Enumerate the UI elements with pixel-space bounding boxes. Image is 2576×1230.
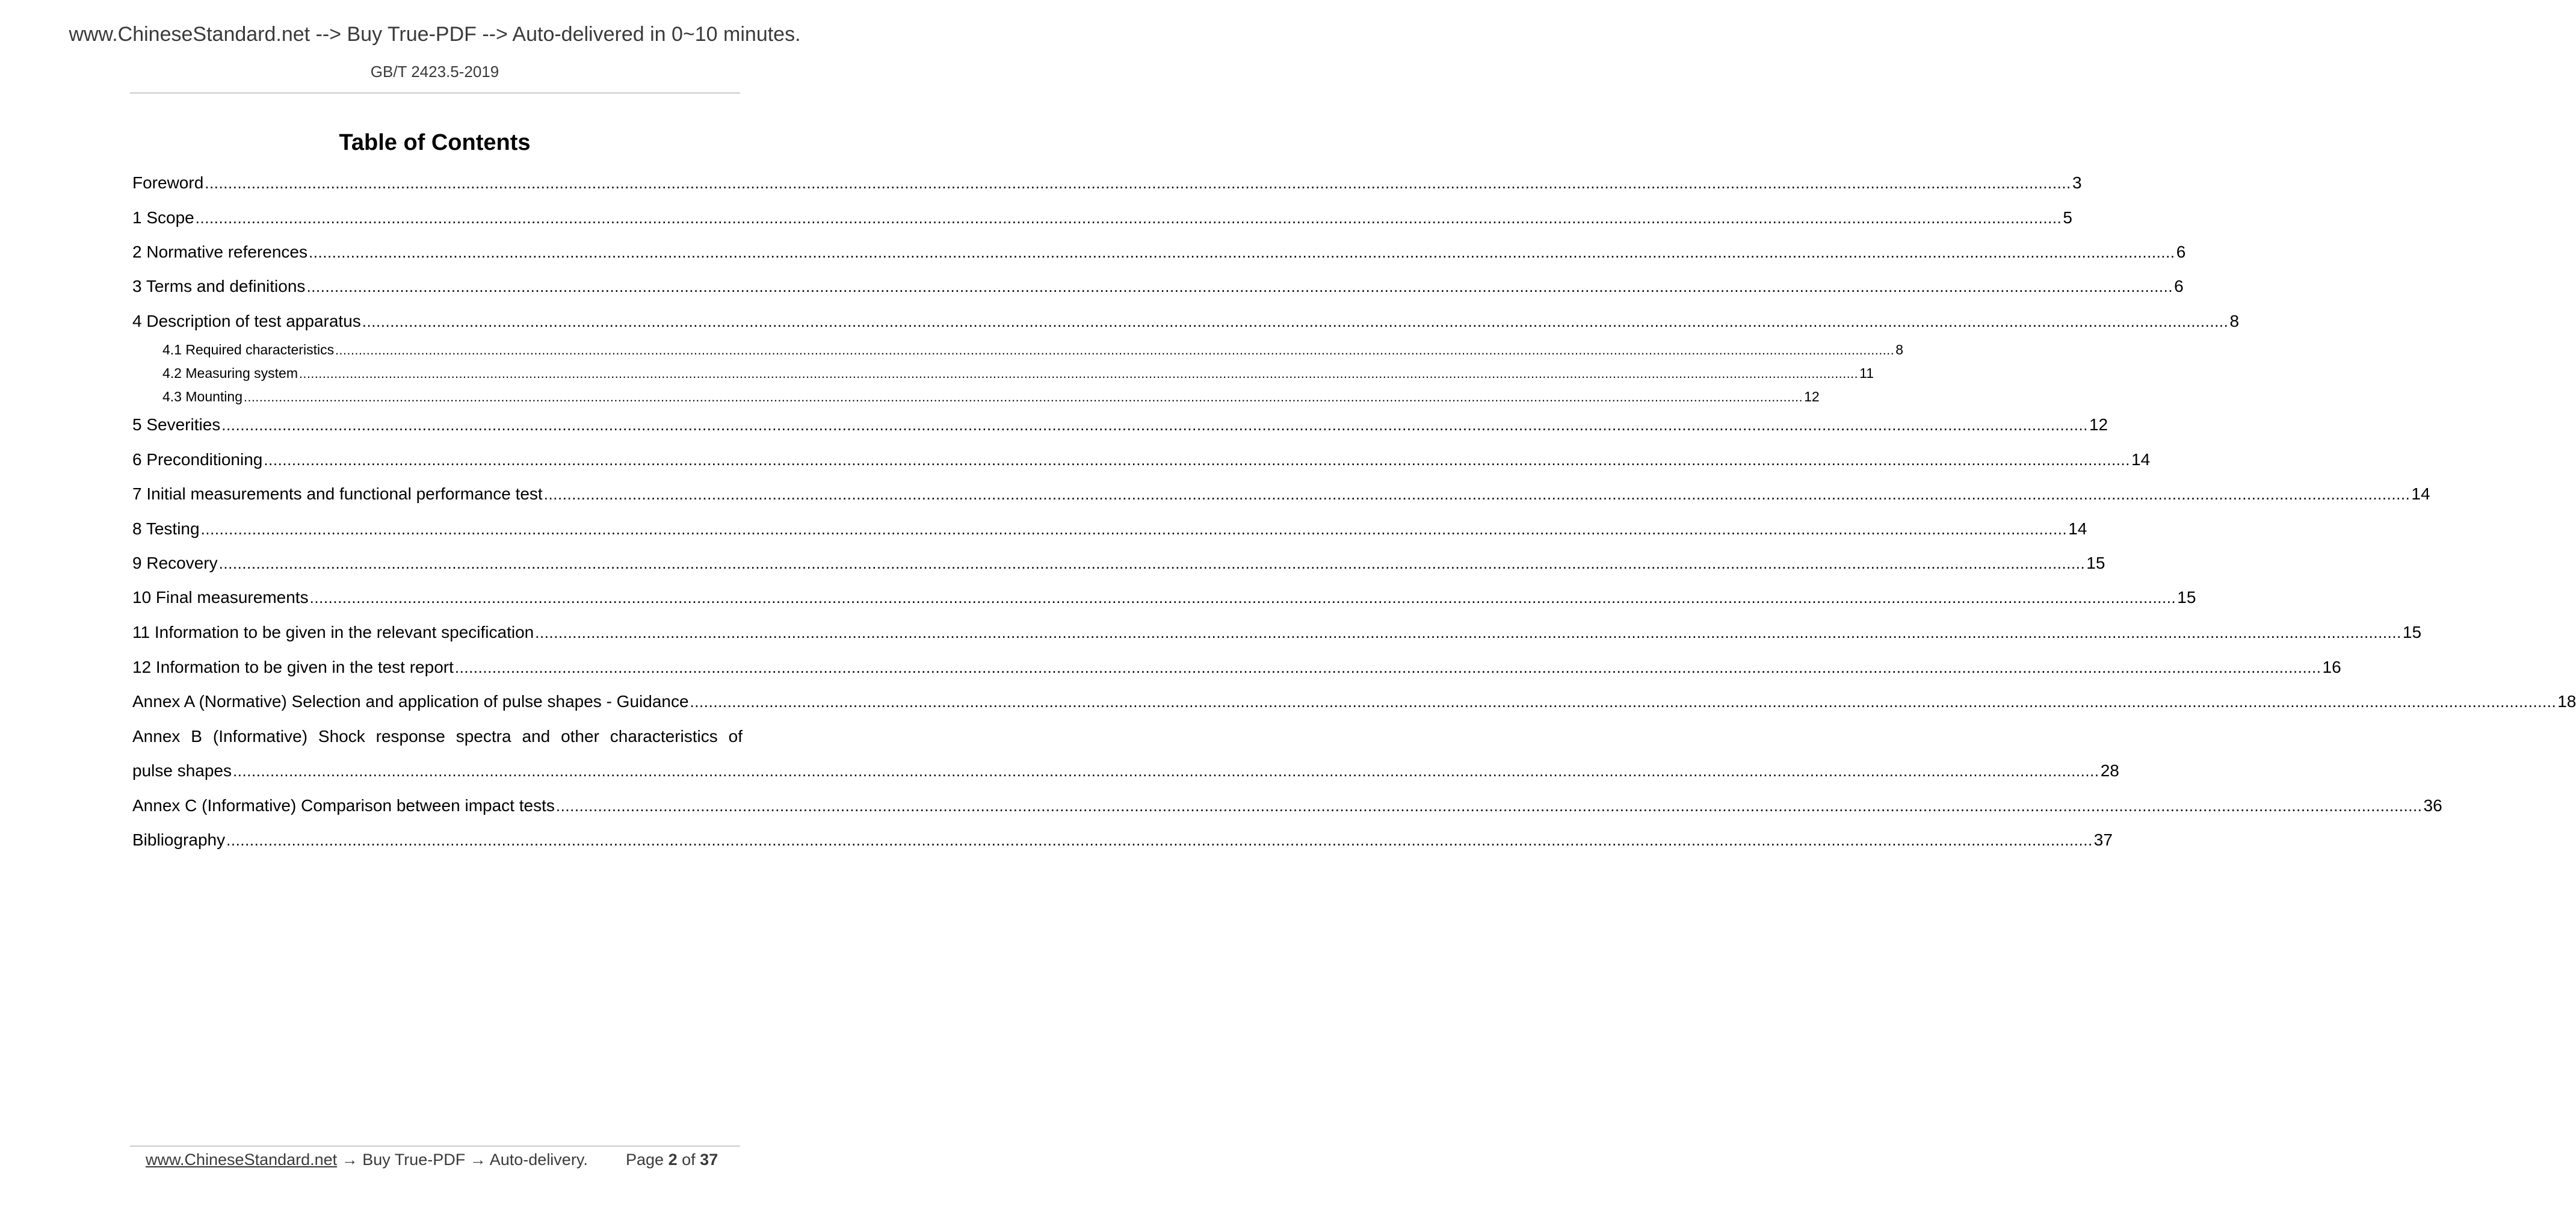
toc-leader-dots: ................................................................................................................................................................................................................................................................................................................................................................................................................: [555, 798, 2423, 815]
toc-leader-dots: ................................................................................................................................................................................................................................................................................................................................................................................................................: [335, 344, 1895, 357]
toc-entry-label: 8 Testing: [132, 519, 200, 538]
toc-entry-testing[interactable]: [132, 519, 2087, 540]
toc-entry-page: 3: [2072, 173, 2082, 192]
toc-leader-dots: ................................................................................................................................................................................................................................................................................................................................................................................................................: [205, 175, 2071, 192]
toc-entry-page: 11: [1859, 365, 1874, 381]
toc-leader-dots: ................................................................................................................................................................................................................................................................................................................................................................................................................: [264, 452, 2131, 469]
toc-entry-page: 6: [2174, 277, 2184, 295]
toc-entry-scope[interactable]: [132, 208, 2072, 229]
toc-entry-bibliography[interactable]: [132, 830, 2113, 851]
toc-entry-final-measurements[interactable]: [132, 587, 2196, 608]
toc-entry-label: 4.1 Required characteristics: [162, 342, 335, 357]
toc-entry-label: Annex C (Informative) Comparison between impact tests: [132, 796, 555, 815]
toc-entry-page: 12: [1804, 389, 1820, 404]
toc-entry-relevant-specification[interactable]: [132, 622, 2422, 643]
toc-leader-dots: ................................................................................................................................................................................................................................................................................................................................................................................................................: [306, 279, 2173, 295]
toc-entry-label: Annex A (Normative) Selection and application of pulse shapes - Guidance: [132, 692, 689, 711]
toc-entry-page: 37: [2093, 830, 2113, 849]
toc-entry-page: 15: [2086, 554, 2105, 572]
toc-leader-dots: ................................................................................................................................................................................................................................................................................................................................................................................................................: [200, 521, 2068, 538]
toc-entry-annex-a[interactable]: [132, 691, 2576, 712]
toc-leader-dots: ................................................................................................................................................................................................................................................................................................................................................................................................................: [309, 244, 2175, 261]
top-banner: www.ChineseStandard.net --> Buy True-PDF --> Auto-delivered in 0~10 minutes.: [69, 23, 801, 46]
toc-entry-label: pulse shapes: [132, 761, 232, 780]
toc-leader-dots: ................................................................................................................................................................................................................................................................................................................................................................................................................: [195, 210, 2062, 227]
toc-entry-label: 5 Severities: [132, 415, 221, 434]
toc-leader-dots: ................................................................................................................................................................................................................................................................................................................................................................................................................: [535, 625, 2401, 641]
toc-entry-test-report[interactable]: [132, 657, 2341, 678]
toc-entry-label: 7 Initial measurements and functional performance test: [132, 484, 543, 503]
toc-leader-dots: ................................................................................................................................................................................................................................................................................................................................................................................................................: [454, 660, 2321, 676]
toc-entry-page: 8: [1895, 342, 1904, 357]
standard-number: GB/T 2423.5-2019: [370, 63, 499, 81]
toc-entry-annex-c[interactable]: [132, 796, 2442, 817]
toc-entry-terms-definitions[interactable]: [132, 276, 2184, 297]
toc-leader-dots: ................................................................................................................................................................................................................................................................................................................................................................................................................: [309, 590, 2176, 607]
toc-entry-label: 6 Preconditioning: [132, 450, 263, 469]
toc-leader-dots: ................................................................................................................................................................................................................................................................................................................................................................................................................: [243, 391, 1803, 404]
toc-entry-page: 5: [2063, 208, 2072, 227]
toc-leader-dots: ................................................................................................................................................................................................................................................................................................................................................................................................................: [218, 555, 2086, 572]
toc-leader-dots: ................................................................................................................................................................................................................................................................................................................................................................................................................: [543, 486, 2411, 503]
page-current: 2: [668, 1151, 678, 1169]
toc-entry-label: 2 Normative references: [132, 243, 308, 261]
toc-title: Table of Contents: [339, 130, 531, 155]
toc-entry-measuring-system[interactable]: [162, 365, 1874, 383]
page-total: 37: [700, 1151, 718, 1169]
toc-leader-dots: ................................................................................................................................................................................................................................................................................................................................................................................................................: [298, 367, 1859, 381]
page-of-word: of: [682, 1151, 696, 1169]
toc-entry-label: 12 Information to be given in the test report: [132, 658, 454, 676]
toc-leader-dots: ................................................................................................................................................................................................................................................................................................................................................................................................................: [226, 832, 2093, 849]
toc-entry-page: 14: [2411, 484, 2430, 503]
toc-entry-annex-b-line1[interactable]: Annex B (Informative) Shock response spectra and other characteristics of: [132, 727, 743, 746]
toc-entry-label: 3 Terms and definitions: [132, 277, 306, 295]
toc-entry-label: Foreword: [132, 173, 204, 192]
page-footer: [146, 1151, 729, 1169]
toc-entry-label: 11 Information to be given in the relevant specification: [132, 623, 534, 641]
toc-leader-dots: ................................................................................................................................................................................................................................................................................................................................................................................................................: [221, 417, 2088, 434]
toc-entry-label: 10 Final measurements: [132, 588, 309, 607]
toc-entry-label: 4.2 Measuring system: [162, 365, 298, 381]
toc-entry-page: 28: [2100, 761, 2119, 780]
toc-entry-page: 6: [2176, 243, 2186, 261]
toc-leader-dots: ................................................................................................................................................................................................................................................................................................................................................................................................................: [690, 694, 2557, 711]
toc-entry-foreword[interactable]: [132, 173, 2082, 194]
toc-entry-severities[interactable]: [132, 415, 2108, 436]
toc-entry-page: 36: [2423, 796, 2442, 815]
toc-leader-dots: ................................................................................................................................................................................................................................................................................................................................................................................................................: [362, 314, 2229, 330]
toc-entry-page: 12: [2089, 415, 2108, 434]
toc-entry-preconditioning[interactable]: [132, 450, 2151, 471]
footer-tagline: → Buy True-PDF → Auto-delivery.: [337, 1151, 588, 1169]
toc-entry-page: 15: [2177, 588, 2196, 607]
toc-entry-recovery[interactable]: [132, 553, 2105, 574]
toc-entry-label: Bibliography: [132, 830, 226, 849]
toc-entry-page: 8: [2229, 312, 2240, 330]
toc-entry-normative-references[interactable]: [132, 242, 2186, 263]
toc-entry-page: 14: [2068, 519, 2087, 538]
toc-entry-label: 4 Description of test apparatus: [132, 312, 361, 330]
toc-entry-test-apparatus[interactable]: [132, 311, 2240, 332]
toc-entry-mounting[interactable]: [162, 388, 1820, 406]
toc-entry-page: 14: [2131, 450, 2151, 469]
toc-entry-page: 15: [2402, 623, 2422, 641]
toc-leader-dots: ................................................................................................................................................................................................................................................................................................................................................................................................................: [233, 763, 2099, 780]
footer-site-link[interactable]: www.ChineseStandard.net: [146, 1151, 338, 1169]
toc-entry-initial-measurements[interactable]: [132, 484, 2430, 505]
toc-entry-label: 4.3 Mounting: [162, 389, 242, 404]
toc-entry-page: 16: [2322, 658, 2341, 676]
toc-entry-page: 18: [2557, 692, 2576, 711]
toc-entry-required-characteristics[interactable]: [162, 341, 1904, 359]
toc-entry-label: 1 Scope: [132, 208, 194, 227]
page-word: Page: [626, 1151, 664, 1169]
page-indicator: [626, 1151, 718, 1169]
toc-entry-label: 9 Recovery: [132, 554, 218, 572]
toc-entry-annex-b[interactable]: [132, 761, 2119, 782]
